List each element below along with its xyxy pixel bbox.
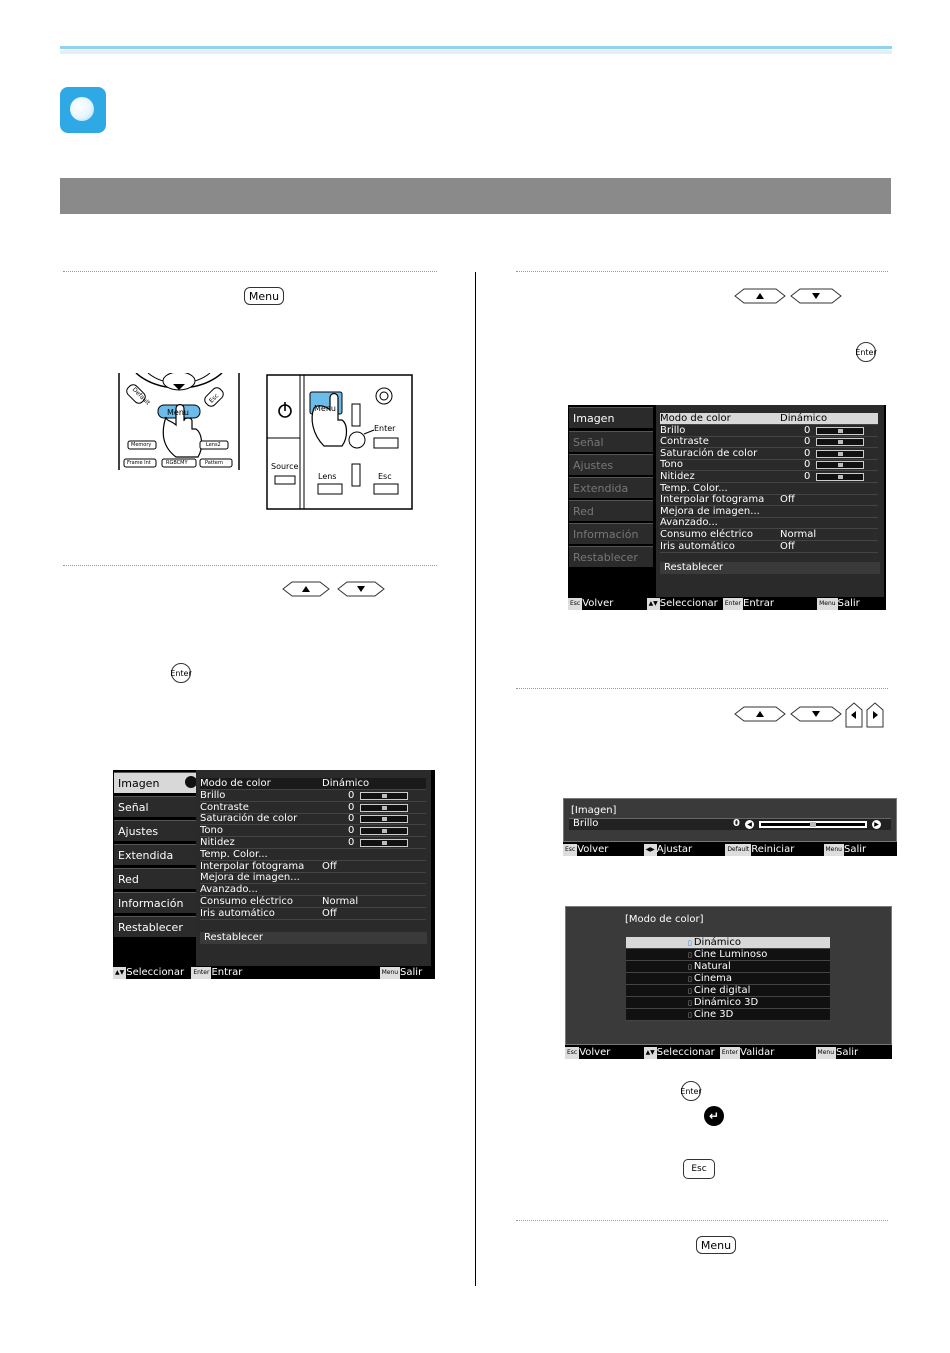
menu-row-value: 0 (348, 813, 355, 825)
tab-restablecer: Restablecer (114, 916, 196, 937)
up-key-icon (734, 706, 786, 722)
tab-red: Red (569, 500, 653, 521)
menu-row-label: Nitidez (200, 837, 235, 848)
remote-default-label: Default (130, 386, 152, 407)
menu-row-label: Temp. Color... (660, 482, 728, 494)
section-bar (60, 178, 891, 214)
arrow-left-icon: ◀ (745, 820, 754, 829)
brightness-footer: Esc Volver ◀▶ Ajustar Default Reiniciar Menu Salir (563, 844, 897, 856)
menu-row (660, 448, 878, 460)
value-slider (360, 815, 408, 823)
column-divider (475, 272, 476, 1286)
menu-row (200, 813, 426, 825)
menu-row-value: 0 (804, 459, 811, 471)
menu-row-label: Consumo eléctrico (200, 896, 294, 907)
menu-row (660, 494, 878, 506)
menu-row-label: Consumo eléctrico (660, 529, 754, 540)
tab-imagen: Imagen (569, 407, 653, 428)
panel-source-label: Source (271, 462, 299, 471)
value-slider (360, 792, 408, 800)
check-mark-icon: ↵ (704, 1106, 724, 1126)
color-mode-option: ▯ Cinema (626, 973, 830, 985)
menu-row (660, 541, 878, 553)
up-down-key-icon: ▲▼ (644, 1047, 657, 1059)
menu-row-value: Dinámico (322, 778, 370, 789)
menu-row-label: Avanzado... (660, 517, 718, 529)
menu-screenshot-right (568, 405, 886, 610)
menu-row-value: 0 (348, 801, 355, 813)
enter-key-label: Enter (170, 668, 192, 678)
menu-panel (656, 405, 884, 597)
menu-row (200, 849, 426, 861)
value-slider (360, 827, 408, 835)
menu-row-label: Interpolar fotograma (200, 860, 305, 872)
remote-illustration (118, 373, 240, 470)
menu-row-label: Brillo (200, 789, 226, 801)
color-mode-list (626, 937, 830, 1021)
menu-row-label: Temp. Color... (200, 848, 268, 860)
tab-restablecer: Restablecer (569, 546, 653, 567)
menu-row-label: Contraste (660, 436, 709, 448)
remote-pattern-label: Pattern (205, 460, 223, 466)
menu-row-label: Saturación de color (660, 447, 758, 459)
tab-extendida: Extendida (569, 477, 653, 498)
control-panel-illustration (266, 374, 413, 510)
menu-row (660, 529, 878, 541)
arrow-right-icon: ▶ (872, 820, 881, 829)
menu-row (200, 896, 426, 908)
menu-row (660, 483, 878, 495)
panel-lens-label: Lens (318, 472, 337, 481)
panel-esc-label: Esc (378, 472, 392, 481)
tab-ajustes: Ajustes (114, 820, 196, 841)
step-divider (516, 271, 888, 272)
brightness-slider-thumb (810, 822, 816, 827)
menu-row (200, 778, 426, 790)
brightness-label: Brillo (573, 818, 599, 829)
menu-key-icon (244, 287, 284, 305)
menu-row-value: Normal (780, 529, 817, 540)
reset-row: Restablecer (660, 562, 880, 574)
menu-row (660, 471, 878, 483)
remote-menu-label: Menu (167, 408, 189, 417)
menu-row-value: 0 (348, 837, 355, 848)
enter-key-icon: Enter (681, 1081, 701, 1101)
tab-imagen: Imagen (114, 772, 201, 793)
reset-row: Restablecer (200, 932, 427, 944)
panel-enter-label: Enter (374, 424, 396, 433)
menu-row-value: Off (780, 494, 795, 506)
right-key-icon (866, 702, 884, 728)
menu-row (660, 413, 878, 425)
step-divider (63, 565, 437, 566)
menu-row-label: Interpolar fotograma (660, 494, 765, 506)
menu-row-label: Tono (660, 459, 683, 471)
menu-row-label: Iris automático (200, 907, 275, 919)
tab-extendida: Extendida (114, 844, 196, 865)
remote-rgbcmy-label: RGBCMY (166, 460, 188, 466)
menu-row-label: Saturación de color (200, 813, 298, 825)
brightness-slider (759, 821, 867, 828)
up-key-icon (282, 581, 330, 597)
brightness-screenshot (563, 798, 897, 856)
tab-senal: Señal (569, 431, 653, 452)
step-divider (516, 688, 888, 689)
menu-row (200, 790, 426, 802)
color-mode-option: ▯ Cine 3D (626, 1009, 830, 1021)
menu-footer: ▲▼ Seleccionar Enter Entrar Menu Salir (113, 967, 435, 979)
enter-key-icon (171, 663, 191, 683)
menu-row-label: Modo de color (660, 413, 731, 424)
remote-frameint-label: Frame Int (127, 460, 151, 466)
menu-row-value: 0 (804, 436, 811, 448)
menu-row-label: Brillo (660, 424, 686, 436)
down-key-icon (790, 288, 842, 304)
value-slider (360, 804, 408, 812)
menu-row (660, 425, 878, 437)
menu-row-label: Mejora de imagen... (200, 872, 300, 884)
tab-informacion: Información (114, 892, 196, 913)
menu-key-label: Menu (248, 289, 280, 303)
menu-screenshot-left (113, 770, 435, 979)
color-mode-option: ▯ Natural (626, 961, 830, 973)
tab-red: Red (114, 868, 196, 889)
menu-row-value: 0 (348, 825, 355, 837)
down-key-icon (337, 581, 385, 597)
menu-row-label: Nitidez (660, 471, 695, 482)
menu-row-value: 0 (348, 789, 355, 801)
panel-menu-label: Menu (314, 404, 336, 413)
menu-row (660, 506, 878, 518)
tab-informacion: Información (569, 523, 653, 544)
menu-row (200, 837, 426, 849)
menu-row-label: Contraste (200, 801, 249, 813)
menu-key-icon: Menu (696, 1236, 736, 1254)
menu-row-value: 0 (804, 424, 811, 436)
value-slider (816, 427, 864, 435)
remote-lens2-label: Lens2 (206, 442, 221, 448)
control-panel-icon (266, 374, 413, 510)
menu-row-value: Off (780, 540, 795, 552)
brightness-title: [Imagen] (571, 805, 617, 816)
color-mode-option: ▯ Dinámico (626, 937, 830, 949)
color-mode-option: ▯ Cine digital (626, 985, 830, 997)
tab-ajustes: Ajustes (569, 454, 653, 475)
remote-memory-label: Memory (131, 442, 152, 448)
step-divider (516, 1220, 888, 1221)
menu-row-label: Iris automático (660, 540, 735, 552)
value-slider (360, 839, 408, 847)
menu-row-value: Off (322, 860, 337, 872)
left-key-icon (845, 702, 863, 728)
menu-row-value: Normal (322, 896, 359, 907)
value-slider (816, 461, 864, 469)
left-right-key-icon: ◀▶ (644, 844, 657, 856)
menu-row-label: Mejora de imagen... (660, 505, 760, 517)
up-down-key-icon: ▲▼ (647, 598, 660, 610)
menu-row (200, 825, 426, 837)
menu-panel (196, 770, 431, 966)
menu-footer: Esc Volver ▲▼ Seleccionar Enter Entrar Menu Salir (568, 598, 886, 610)
menu-row-label: Avanzado... (200, 884, 258, 896)
value-slider (816, 473, 864, 481)
header-rule (60, 46, 892, 49)
color-mode-screenshot (565, 906, 892, 1059)
menu-row-value: Off (322, 907, 337, 919)
color-mode-footer: Esc Volver ▲▼ Seleccionar Enter Validar Menu Salir (565, 1047, 892, 1059)
brightness-value: 0 (733, 818, 740, 829)
header-rule-shadow (60, 50, 892, 54)
menu-row-label: Tono (200, 825, 223, 837)
esc-key-icon: Esc (683, 1159, 715, 1179)
menu-row (200, 802, 426, 814)
up-key-icon (734, 288, 786, 304)
menu-row (200, 861, 426, 873)
remote-esc-label: Esc (208, 392, 221, 405)
menu-row-value: Dinámico (780, 413, 828, 424)
tab-senal: Señal (114, 796, 196, 817)
color-mode-option: ▯ Dinámico 3D (626, 997, 830, 1009)
enter-key-icon: Enter (856, 342, 876, 362)
menu-row (200, 908, 426, 920)
up-down-key-icon: ▲▼ (113, 967, 126, 979)
menu-row-value: 0 (804, 447, 811, 459)
section-bullet-icon (60, 87, 106, 133)
menu-row (660, 436, 878, 448)
color-mode-option: ▯ Cine Luminoso (626, 949, 830, 961)
menu-row (200, 872, 426, 884)
menu-row (660, 459, 878, 471)
color-mode-title: [Modo de color] (625, 914, 704, 925)
step-divider (63, 271, 437, 272)
menu-row-value: 0 (804, 471, 811, 482)
value-slider (816, 438, 864, 446)
menu-row (660, 517, 878, 529)
value-slider (816, 450, 864, 458)
down-key-icon (790, 706, 842, 722)
menu-row-label: Modo de color (200, 778, 271, 789)
menu-row (200, 884, 426, 896)
